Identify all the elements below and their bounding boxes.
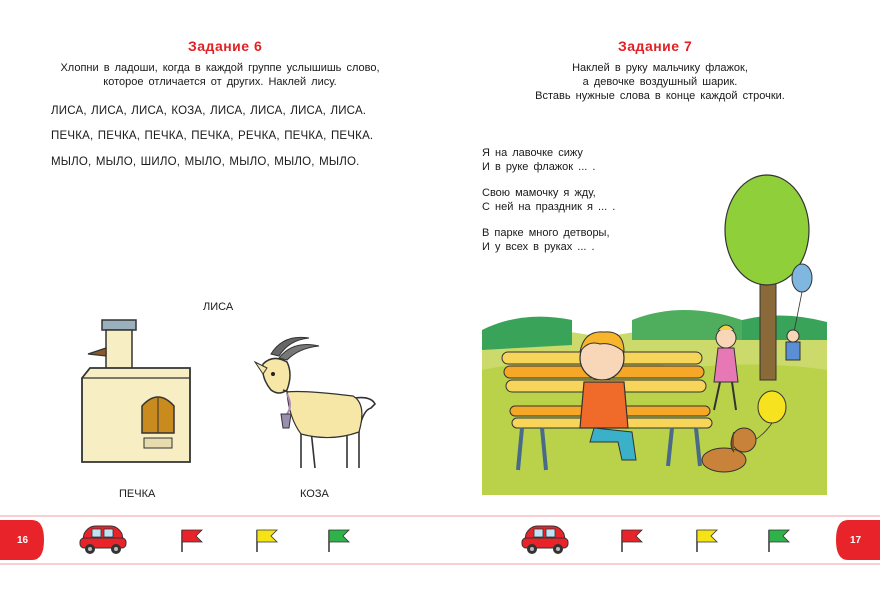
- word-row-3: МЫЛО, МЫЛО, ШИЛО, МЫЛО, МЫЛО, МЫЛО, МЫЛО.: [51, 156, 360, 168]
- task-6-instruction-line-1: Хлопни в ладоши, когда в каждой группе услышишь слово,: [60, 62, 380, 74]
- car-icon: [78, 520, 128, 556]
- goat-caption: КОЗА: [300, 488, 329, 500]
- poem-line: И у всех в руках ... .: [482, 241, 595, 253]
- car-icon: [520, 520, 570, 556]
- yellow-flag-icon: [695, 528, 719, 554]
- poem-line: И в руке флажок ... .: [482, 161, 596, 173]
- word-row-2: ПЕЧКА, ПЕЧКА, ПЕЧКА, ПЕЧКА, РЕЧКА, ПЕЧКА, ПЕЧКА.: [51, 130, 374, 142]
- task-7-instruction-line-2: а девочке воздушный шарик.: [582, 76, 738, 88]
- park-scene-illustration: [482, 170, 827, 495]
- poem-line: Свою мамочку я жду,: [482, 187, 596, 199]
- page-number-right: 17: [850, 535, 862, 546]
- word-row-1: ЛИСА, ЛИСА, ЛИСА, КОЗА, ЛИСА, ЛИСА, ЛИСА, ЛИСА.: [51, 105, 367, 117]
- footer-band: [0, 512, 880, 568]
- task-7-instruction: [460, 61, 860, 103]
- task-7-title: Задание 7: [618, 38, 693, 54]
- red-flag-icon: [620, 528, 644, 554]
- green-flag-icon: [327, 528, 351, 554]
- fox-sticker-label: ЛИСА: [203, 301, 234, 313]
- poem-line: Я на лавочке сижу: [482, 147, 583, 159]
- yellow-flag-icon: [255, 528, 279, 554]
- page-number-left: 16: [17, 535, 29, 546]
- goat-illustration: [243, 334, 383, 474]
- task-6-instruction-line-2: которое отличается от других. Наклей лису.: [103, 76, 337, 88]
- red-flag-icon: [180, 528, 204, 554]
- poem-line: В парке много детворы,: [482, 227, 610, 239]
- task-7-instruction-line-1: Наклей в руку мальчику флажок,: [572, 62, 748, 74]
- task-6-instruction: [20, 61, 420, 89]
- stove-caption: ПЕЧКА: [119, 488, 156, 500]
- poem-line: С ней на праздник я ... .: [482, 201, 616, 213]
- task-6-title: Задание 6: [188, 38, 263, 54]
- stove-illustration: [80, 318, 200, 468]
- green-flag-icon: [767, 528, 791, 554]
- task-7-instruction-line-3: Вставь нужные слова в конце каждой строчки.: [535, 90, 785, 102]
